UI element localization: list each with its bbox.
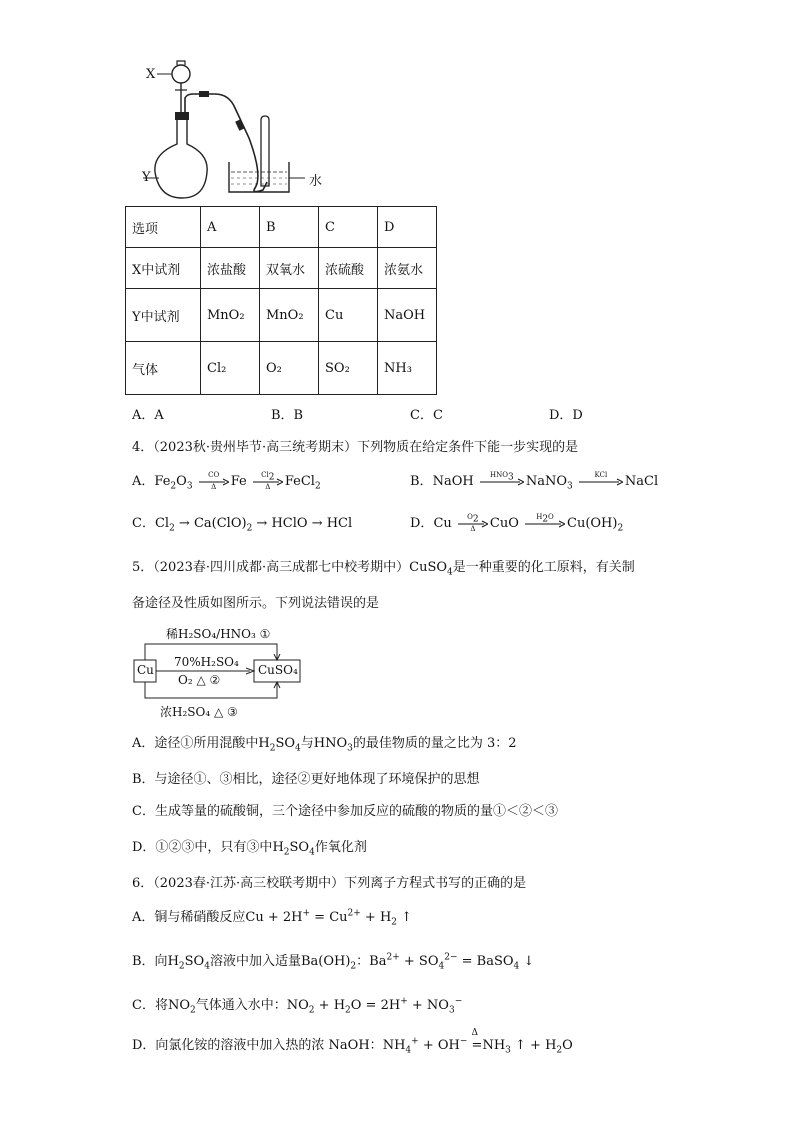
q6-b-text: 溶液中加入适量 [209, 954, 301, 969]
choice-letter: B． [410, 474, 433, 489]
q6-stem: 6．（2023春·江苏·高三校联考期中）下列离子方程式书写的正确的是 [132, 876, 527, 891]
table-cell: NaOH [378, 289, 437, 342]
table-cell: 气体 [126, 342, 201, 395]
q6-choice-b[interactable]: B．向$H_2SO_4$溶液中加入适量$Ba(OH)_2$：$Ba^{2+} + SO_4^{2-}$ = BaSO$_4$ ↓ [132, 952, 535, 972]
q6-c-text: 气体通入水中： [195, 998, 287, 1013]
q5-choice-c[interactable]: C．生成等量的硫酸铜，三个途径中参加反应的硫酸的物质的量①＜②＜③ [132, 804, 558, 819]
gas-apparatus-diagram [135, 58, 335, 204]
reaction-arrow: $HNO_3$ [480, 478, 524, 486]
q5-choice-d[interactable]: D．①②③中，只有③中$H_2SO_4$作氧化剂 [132, 840, 367, 858]
table-cell: B [260, 207, 319, 248]
q5-d-text: 作氧化剂 [314, 840, 367, 855]
q3-choice-a[interactable]: A．A [132, 408, 164, 423]
table-cell: Cu [319, 289, 378, 342]
q5-a-text: 的最佳物质的量之比为 3：2 [352, 736, 517, 751]
table-cell: 浓硫酸 [319, 248, 378, 289]
diagram-path2-top: 70%H₂SO₄ [174, 655, 239, 669]
table-row [126, 207, 437, 248]
q5-stem: 5．（2023春·四川成都·高三成都七中校考期中）CuSO$_4$是一种重要的化工原料，有关制 [132, 560, 635, 578]
q6-choice-a[interactable]: A．铜与稀硝酸反应$Cu + 2H^+ = Cu^{2+} + H_2$ ↑ [132, 908, 413, 928]
table-cell: NH₃ [378, 342, 437, 395]
label-x: X [146, 67, 156, 82]
q5-choice-a[interactable]: A．途径①所用混酸中$H_2SO_4$与$HNO_3$的最佳物质的量之比为 3：2 [132, 736, 517, 754]
choice-letter: A． [132, 474, 155, 489]
reaction-arrow: $Cl_2$ Δ [253, 478, 283, 486]
reaction-arrow: KCl [579, 478, 623, 486]
diagram-cuso4-label: CuSO₄ [258, 663, 298, 677]
q6-choice-c[interactable]: C．将$NO_2$气体通入水中：$NO_2 + H_2O = 2H^+ + NO_3^-$ [132, 996, 463, 1016]
table-cell: C [319, 207, 378, 248]
table-cell: MnO₂ [260, 289, 319, 342]
table-cell: X中试剂 [126, 248, 201, 289]
table-cell: 浓盐酸 [201, 248, 260, 289]
q5-d-text: D．①②③中，只有③中 [132, 840, 273, 855]
q6-a-text: A．铜与稀硝酸反应 [132, 910, 246, 925]
q5-a-text: 与 [300, 736, 314, 751]
q6-d-text: D．向氯化铵的溶液中加入热的浓 NaOH： [132, 1038, 383, 1053]
choice-letter: C． [132, 516, 155, 531]
q3-choice-d[interactable]: D．D [549, 408, 583, 423]
reaction-arrow: $H_2O$ [525, 520, 565, 528]
table-cell: Cl₂ [201, 342, 260, 395]
q5-stem-text: 是一种重要的化工原料，有关制 [452, 560, 635, 575]
q3-choice-b[interactable]: B．B [271, 408, 304, 423]
table-cell: Y中试剂 [126, 289, 201, 342]
table-cell: 双氧水 [260, 248, 319, 289]
table-cell: O₂ [260, 342, 319, 395]
reaction-arrow: $O_2$ Δ [458, 520, 488, 528]
table-cell: SO₂ [319, 342, 378, 395]
q5-stem-line2: 备途径及性质如图所示。下列说法错误的是 [132, 596, 380, 611]
table-cell: MnO₂ [201, 289, 260, 342]
table-cell: D [378, 207, 437, 248]
q6-choice-d[interactable]: D．向氯化铵的溶液中加入热的浓 NaOH：$NH_4^+ + OH^-$ = Δ $NH_3$ ↑ + $H_2O$ [132, 1028, 573, 1056]
diagram-cu-label: Cu [137, 663, 154, 677]
table-row [126, 342, 437, 395]
q5-stem-source: 5．（2023春·四川成都·高三成都七中校考期中） [132, 560, 410, 575]
diagram-path1-label: 稀H₂SO₄/HNO₃ ① [166, 627, 271, 641]
table-cell: A [201, 207, 260, 248]
q4-stem: 4．（2023秋·贵州毕节·高三统考期末）下列物质在给定条件下能一步实现的是 [132, 440, 579, 455]
q5-choice-b[interactable]: B．与途径①、③相比，途径②更好地体现了环境保护的思想 [132, 772, 480, 787]
q4-choice-a[interactable]: A．$Fe_2O_3$ CO Δ Fe $Cl_2$ Δ FeCl$_2$ [132, 470, 321, 492]
table-cell: 选项 [126, 207, 201, 248]
q4-choice-d[interactable]: D．Cu $O_2$ Δ CuO $H_2O$ $Cu(OH)_2$ [410, 512, 624, 534]
choice-letter: D． [410, 516, 434, 531]
q4-choice-b[interactable]: B．NaOH $HNO_3$ NaNO$_3$ KCl NaCl [410, 470, 659, 492]
table-row [126, 289, 437, 342]
diagram-path3-label: 浓H₂SO₄ △ ③ [160, 705, 238, 719]
q5-a-text: A．途径①所用混酸中 [132, 736, 259, 751]
q6-c-text: C．将 [132, 998, 168, 1013]
q6-b-text: B．向 [132, 954, 168, 969]
label-y: Y [142, 170, 151, 185]
reagent-table [125, 206, 437, 395]
reaction-arrow: CO Δ [199, 478, 229, 486]
q3-choice-c[interactable]: C．C [410, 408, 443, 423]
table-cell: 浓氨水 [378, 248, 437, 289]
label-water: 水 [309, 174, 323, 189]
diagram-path2-bottom: O₂ △ ② [178, 673, 221, 687]
table-row [126, 248, 437, 289]
q4-choice-c[interactable]: C．$Cl_2 \to Ca(ClO)_2$ → HClO → HCl [132, 516, 353, 534]
